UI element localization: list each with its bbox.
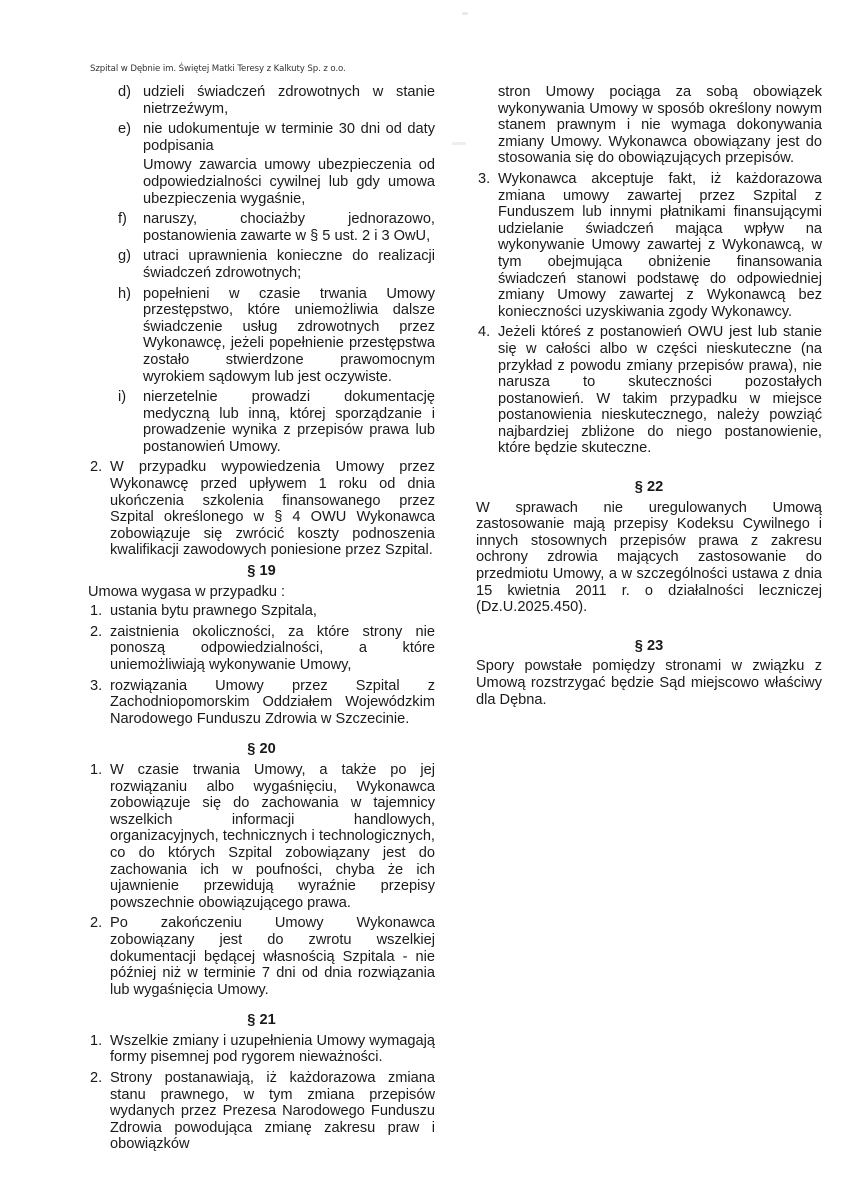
item-label: 3.	[90, 677, 103, 694]
section-19-intro: Umowa wygasa w przypadku :	[88, 583, 286, 600]
page-header: Szpital w Dębnie im. Świętej Matki Teresy z Kalkuty Sp. z o.o.	[90, 64, 346, 74]
item-text: W czasie trwania Umowy, a także po jej rozwiązaniu albo wygaśnięciu, Wykonawca zobowiązuje się do zachowania w tajemnicy wszelkich informacji handlowych, organizacyjnych, technicznych i technologicznych, co do których Szpital zobowiązany jest do zachowania ich w poufności, chyba że ich ujawnienie przewidują wyraźnie przepisy powszechnie obowiązującego prawa.	[110, 761, 435, 911]
item-text: Wszelkie zmiany i uzupełnienia Umowy wymagają formy pisemnej pod rygorem nieważności.	[110, 1032, 435, 1066]
item-label: 1.	[90, 761, 103, 778]
list-item-d	[118, 84, 435, 117]
item-text: Po zakończeniu Umowy Wykonawca zobowiązany jest do zwrotu wszelkiej dokumentacji będącej własnością Szpitala - nie później niż w terminie 7 dni od dnia rozwiązania lub wygaśnięcia Umowy.	[110, 915, 435, 998]
item-text-continued: Umowy zawarcia umowy ubezpieczenia od odpowiedzialności cywilnej lub gdy umowa ubezpieczenia wygaśnie,	[143, 157, 435, 207]
list-item	[88, 762, 435, 911]
list-item	[88, 1070, 435, 1153]
item-text: W przypadku wypowiedzenia Umowy przez Wykonawcę przed upływem 1 roku od dnia ukończenia szkolenia finansowanego przez Szpital określonego w § 4 OWU Wykonawca zobowiązuje się zwrócić koszty podnoszenia kwalifikacji zawodowych poniesione przez Szpital.	[110, 459, 435, 559]
item-label: 3.	[478, 170, 491, 187]
item-label: i)	[118, 389, 127, 406]
item-label: 2.	[90, 623, 103, 640]
item-label: 2.	[90, 915, 103, 932]
item-text: zaistnienia okoliczności, za które strony nie ponoszą odpowiedzialności, a które uniemożliwiają wykonywanie Umowy,	[110, 623, 435, 673]
list-item	[88, 915, 435, 998]
section-heading-21: § 21	[247, 1012, 276, 1029]
item-text: utraci uprawnienia konieczne do realizacji świadczeń zdrowotnych;	[143, 248, 435, 281]
item-text: udzieli świadczeń zdrowotnych w stanie nietrzeźwym,	[143, 84, 435, 117]
section-heading-22: § 22	[634, 479, 664, 496]
list-item-e	[118, 121, 435, 207]
list-item-h	[118, 286, 435, 386]
section-22-text: W sprawach nie uregulowanych Umową zastosowanie mają przepisy Kodeksu Cywilnego i innych stosownych przepisów prawa z zakresu ochrony zdrowia mających zastosowanie do przedmiotu Umowy, a w szczególności ustawa z dnia 15 kwietnia 2011 r. o działalności leczniczej (Dz.U.2025.450).	[476, 499, 822, 616]
item-text: naruszy, chociażby jednorazowo, postanowienia zawarte w § 5 ust. 2 i 3 OwU,	[143, 211, 435, 244]
section-23-text: Spory powstałe pomiędzy stronami w związku z Umową rozstrzygać będzie Sąd miejscowo właściwy dla Dębna.	[476, 658, 822, 708]
list-item-2	[88, 459, 435, 559]
item-label: 1.	[90, 603, 103, 620]
section-heading-20: § 20	[247, 741, 276, 758]
item-text: nie udokumentuje w terminie 30 dni od daty podpisania	[143, 121, 435, 154]
item-text: rozwiązania Umowy przez Szpital z Zachodniopomorskim Oddziałem Wojewódzkim Narodowego Funduszu Zdrowia w Szczecinie.	[110, 677, 435, 727]
item-text: nierzetelnie prowadzi dokumentację medyczną lub inną, której sporządzanie i prowadzenie wynika z przepisów prawa lub postanowień Umowy.	[143, 389, 435, 455]
item-text: Strony postanawiają, iż każdorazowa zmiana stanu prawnego, w tym zmiana przepisów wydanych przez Prezesa Narodowego Funduszu Zdrowia powodująca zmianę zakresu praw i obowiązków	[110, 1070, 435, 1153]
list-item-f	[118, 211, 435, 244]
list-item	[88, 1033, 435, 1066]
item-label: h)	[118, 285, 131, 302]
list-item	[88, 678, 435, 728]
item-label: d)	[118, 84, 131, 100]
list-item	[88, 624, 435, 674]
list-item-3	[476, 171, 822, 320]
section-heading-23: § 23	[634, 637, 664, 654]
item-label: e)	[118, 121, 131, 138]
item-label: 1.	[90, 1032, 103, 1049]
item-label: g)	[118, 248, 131, 265]
scan-artifact	[452, 142, 466, 145]
scan-artifact	[462, 12, 468, 15]
item-label: 4.	[478, 324, 491, 341]
list-item	[88, 603, 435, 620]
section-heading-19: § 19	[247, 563, 276, 580]
item-text: Jeżeli któreś z postanowień OWU jest lub stanie się w całości albo w części nieskuteczne (na przykład z powodu zmiany przepisów prawa), nie narusza to skuteczności pozostałych postanowień. W takim przypadku w miejsce postanowienia nieskutecznego, należy powziąć najbardziej zbliżone do niego postanowienie, które będzie skuteczne.	[498, 324, 822, 457]
right-column	[476, 84, 822, 711]
item-text: ustania bytu prawnego Szpitala,	[110, 603, 317, 620]
item-label: f)	[118, 211, 127, 228]
item-label: 2.	[90, 459, 103, 476]
list-item-4	[476, 324, 822, 457]
item-label: 2.	[90, 1070, 103, 1087]
continuation-paragraph	[476, 84, 822, 167]
left-column	[88, 84, 435, 1157]
item-text: stron Umowy pociąga za sobą obowiązek wykonywania Umowy w sposób określony nowym stanem prawnym i nie wymaga dokonywania zmiany Umowy. Wykonawca obowiązany jest do stosowania się do obowiązujących przepisów.	[498, 84, 822, 167]
item-text: popełnieni w czasie trwania Umowy przestępstwo, które uniemożliwia dalsze świadczenie usług zdrowotnych przez Wykonawcę, jeżeli popełnienie przestępstwa zostało stwierdzone prawomocnym wyrokiem sądowym lub jest oczywiste.	[143, 285, 435, 385]
item-text: Wykonawca akceptuje fakt, iż każdorazowa zmiana umowy zawartej przez Szpital z Funduszem lub innymi płatnikami finansującymi udzielanie świadczeń mająca wpływ na wykonywanie Umowy zawartej z Wykonawcą, w tym obejmująca obniżenie finansowania świadczeń stanowi podstawę do odpowiedniej zmiany Umowy zawartej z Wykonawcą bez konieczności uzyskiwania zgody Wykonawcy.	[498, 170, 822, 320]
list-item-g	[118, 248, 435, 281]
list-item-i	[118, 389, 435, 455]
